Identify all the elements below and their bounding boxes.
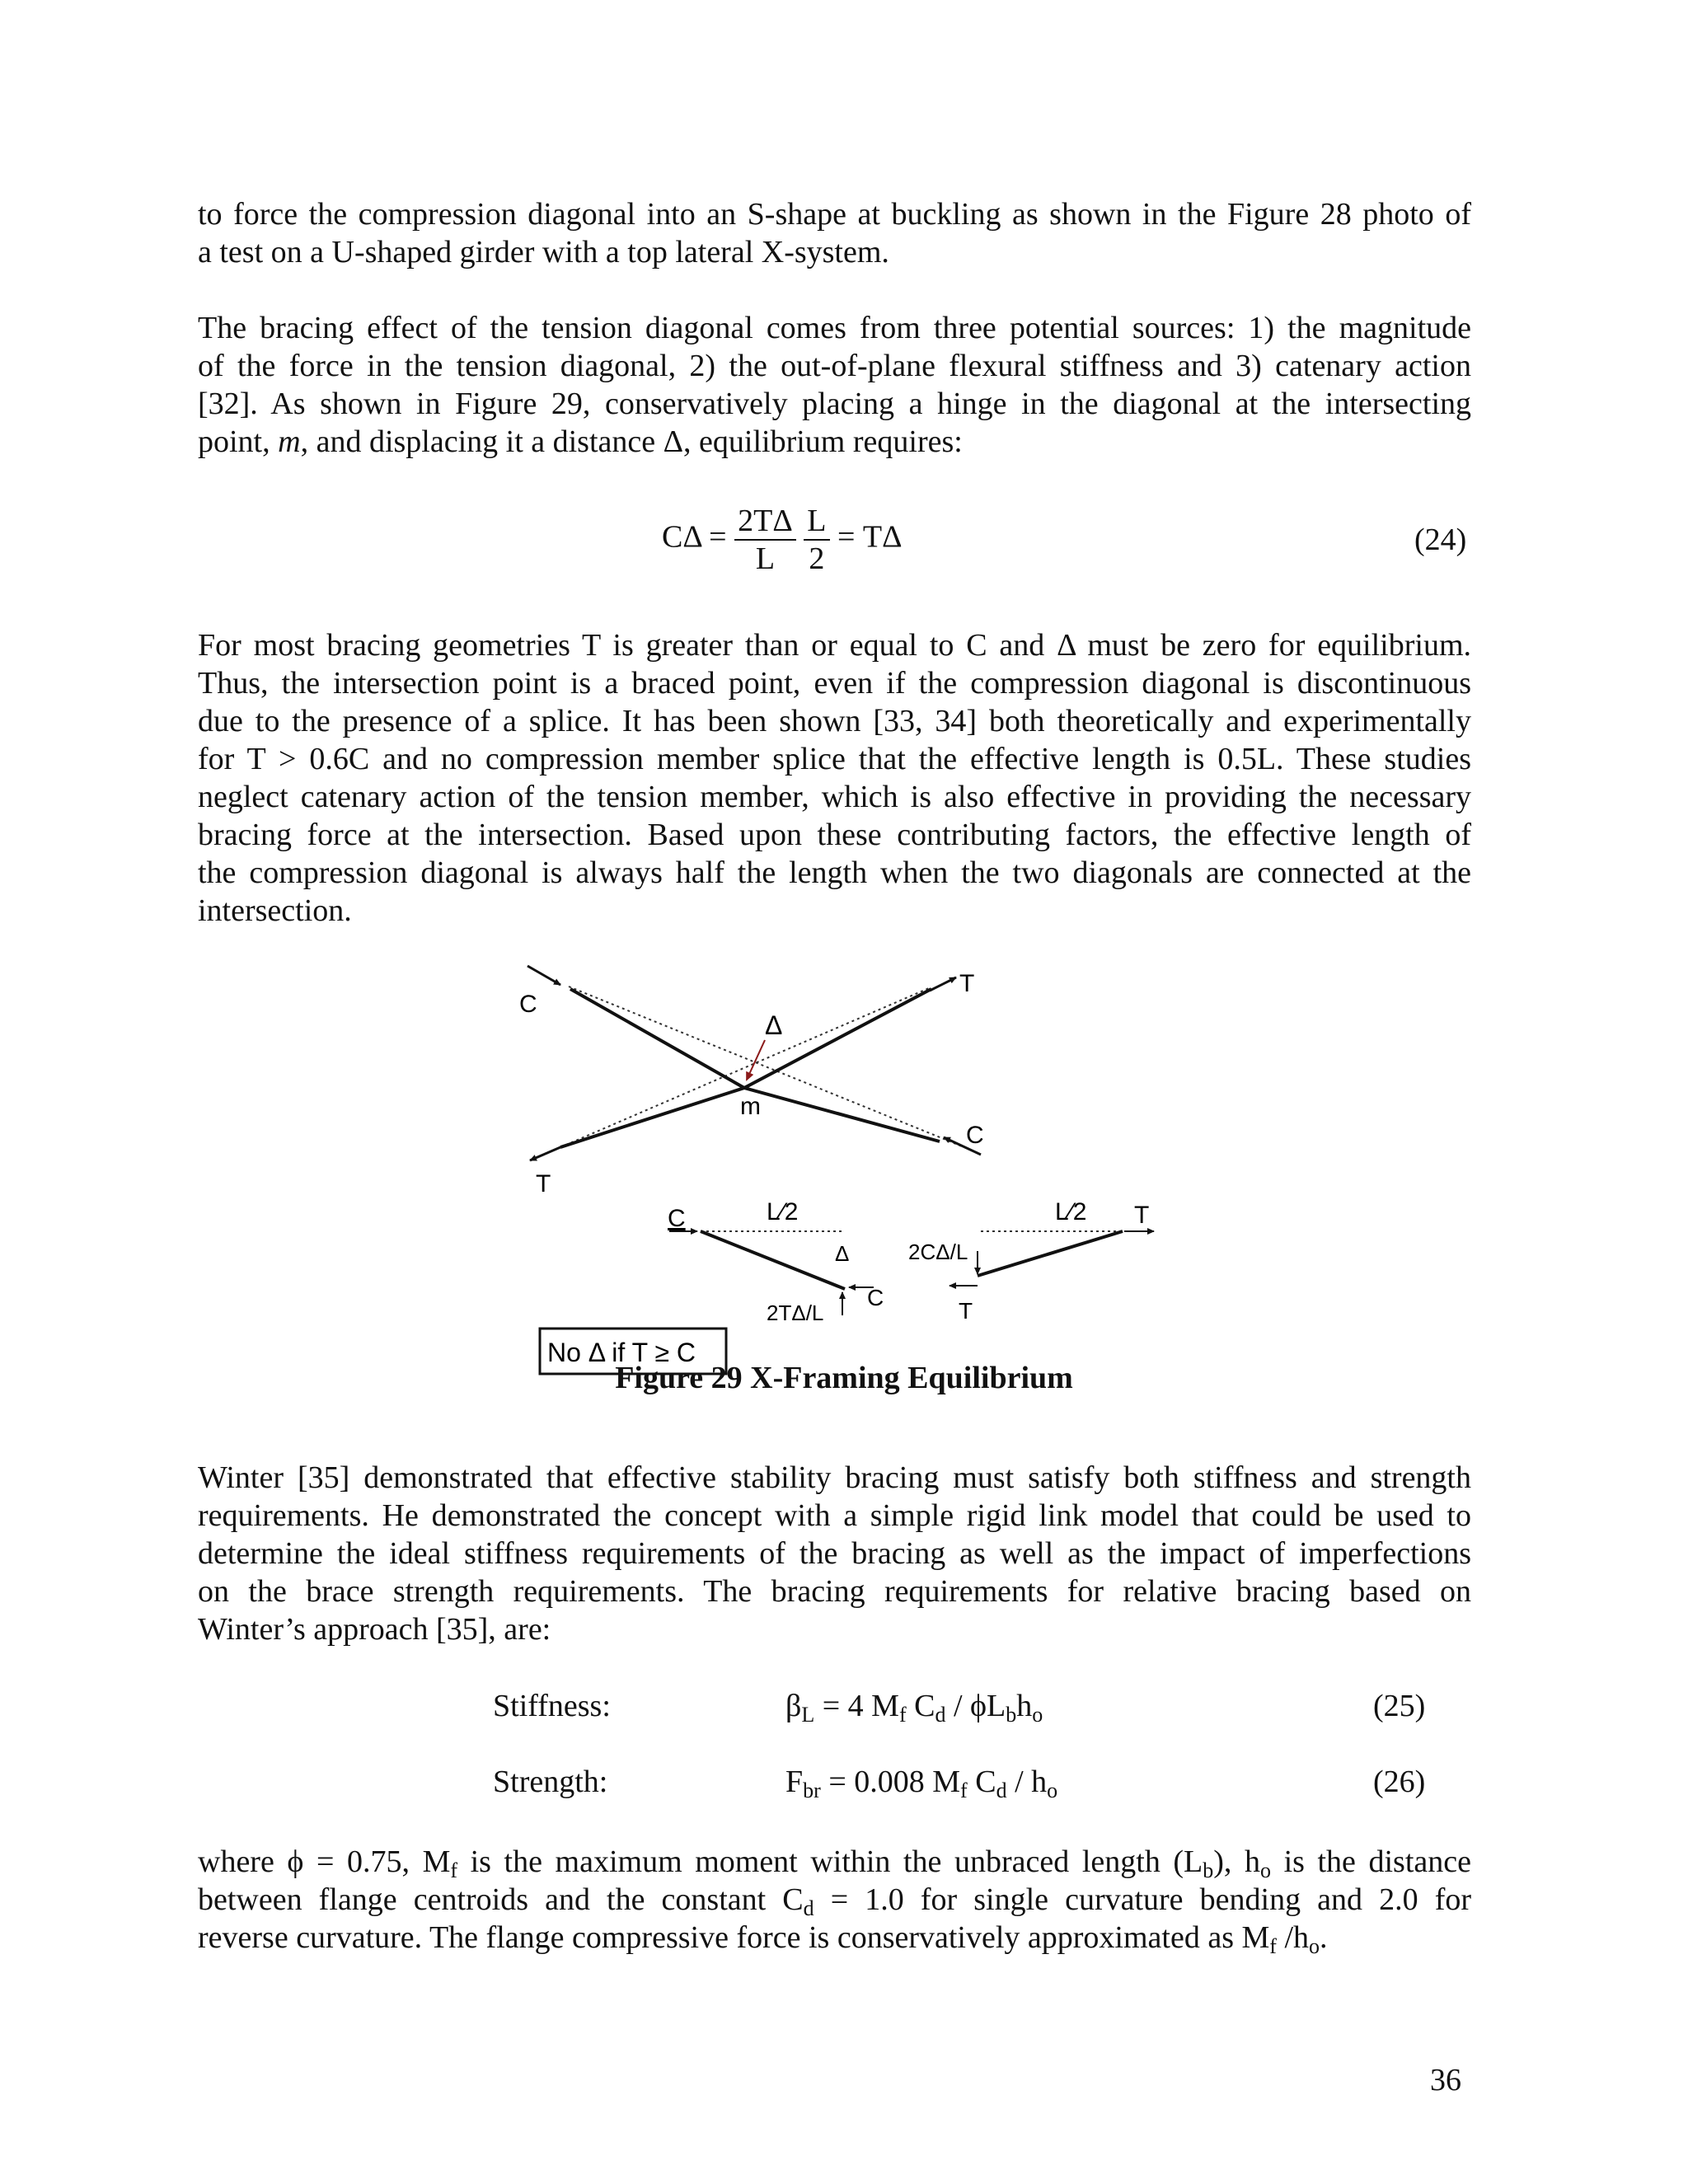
fbd-right-label-t2: T [959,1298,973,1324]
paragraph-5 [198,1843,1471,1957]
text-fragment: ), h [1213,1844,1260,1879]
text-line: neglect catenary action of the tension member, which is also effective in providing the necessary [198,780,1471,814]
eq-subscript: br [803,1779,821,1802]
text-line: [32]. As shown in Figure 29, conservatively placing a hinge in the diagonal at the intersecting [198,387,1471,421]
text-line: the compression diagonal is always half the length when the two diagonals are connected at the [198,855,1471,890]
fbd-left-label-force: 2TΔ/L [767,1301,824,1325]
force-arrow-t-top [930,977,956,991]
eq-term: / h [1006,1765,1048,1799]
force-arrow-t-left [530,1147,560,1160]
text-line: to force the compression diagonal into an S-shape at buckling as shown in the Figure 28 photo of [198,197,1471,232]
text-line [198,1881,1471,1919]
subscript: b [1203,1858,1214,1882]
equation-26-label: Strength: [493,1765,608,1799]
text-line [198,1919,1471,1957]
note-text: No Δ if T ≥ C [547,1338,696,1367]
figure-caption: Figure 29 X-Framing Equilibrium [615,1361,1073,1395]
equation-25-label: Stiffness: [493,1689,611,1723]
fbd-left-member [701,1231,845,1289]
eq-term: C [967,1765,996,1799]
text-line: determine the ideal stiffness requirements of the bracing as well as the impact of imperfections [198,1536,1471,1571]
eq-term: F [785,1765,804,1799]
fbd-right-label-half: L⁄2 [1055,1198,1087,1226]
text-fragment: . [1320,1920,1328,1955]
label-t-left: T [536,1170,551,1197]
text-line [198,1843,1471,1881]
text-line: Thus, the intersection point is a braced point, even if the compression diagonal is discontinuous [198,666,1471,701]
eq-subscript: f [960,1779,968,1802]
eq-subscript: o [1032,1703,1043,1727]
label-c-right: C [966,1122,984,1149]
subscript: o [1260,1858,1271,1882]
fbd-right-member [978,1231,1123,1276]
fbd-right-label-t: T [1134,1202,1150,1229]
eq-term: / ϕL [945,1689,1006,1723]
fraction-denominator: 2 [809,541,825,576]
text-line: requirements. He demonstrated the concept with a simple rigid link model that could be used to [198,1498,1471,1533]
equation-number-26: (26) [1373,1765,1426,1799]
paragraph-4 [198,1459,1471,1648]
variable-m: m [278,424,301,459]
text-line: The bracing effect of the tension diagonal comes from three potential sources: 1) the magnitude [198,311,1471,345]
eq-term: h [1016,1689,1033,1723]
text-line: for T > 0.6C and no compression member splice that the effective length is 0.5L. These studies [198,742,1471,776]
eq-subscript: f [898,1703,907,1727]
text-line: of the force in the tension diagonal, 2) the out-of-plane flexural stiffness and 3) catenary action [198,349,1471,383]
equation-number-24: (24) [1414,523,1467,557]
eq-subscript: b [1006,1703,1017,1727]
text-fragment: is the maximum moment within the unbraced length (L [457,1844,1203,1879]
text-line: Winter’s approach [35], are: [198,1612,551,1647]
label-delta: Δ [765,1010,783,1040]
eq-subscript: d [935,1703,946,1727]
subscript: d [803,1896,814,1920]
eq-term: β [785,1689,802,1723]
page-number: 36 [1430,2063,1461,2097]
text-line: due to the presence of a splice. It has been shown [33, 34] both theoretically and experimentally [198,704,1471,738]
text-line: For most bracing geometries T is greater than or equal to C and Δ must be zero for equilibrium. [198,628,1471,663]
subscript: f [450,1858,458,1882]
text-fragment: where ϕ = 0.75, M [198,1844,451,1879]
fbd-left-label-c2: C [867,1285,884,1310]
fraction-denominator: L [755,541,776,576]
eq-term: = 4 M [814,1689,899,1723]
eq-term: C [906,1689,935,1723]
eq24-lhs: CΔ = [662,519,727,555]
fbd-right-label-force: 2CΔ/L [908,1240,968,1264]
text-fragment: between flange centroids and the constant C [198,1882,804,1917]
equation-number-25: (25) [1373,1689,1426,1723]
eq-subscript: o [1047,1779,1058,1802]
eq-term: = 0.008 M [820,1765,961,1799]
label-m: m [740,1093,761,1120]
text-line: a test on a U-shaped girder with a top lateral X-system. [198,235,889,269]
fbd-left-label-half: L⁄2 [767,1198,799,1226]
subscript: f [1269,1934,1277,1958]
label-t-top: T [959,970,975,997]
eq-subscript: d [996,1779,1007,1802]
text-fragment: point, [198,424,279,459]
text-line: Winter [35] demonstrated that effective stability bracing must satisfy both stiffness and strength [198,1460,1471,1495]
text-fragment: reverse curvature. The flange compressive force is conservatively approximated as M [198,1920,1270,1955]
equation-25 [785,1688,1043,1727]
eq24-rhs: = TΔ [837,519,903,555]
fbd-left-label-c: C [668,1205,686,1232]
fraction-numerator: L [804,503,829,541]
equation-26 [785,1764,1057,1800]
text-line: bracing force at the intersection. Based upon these contributing factors, the effective length of [198,818,1471,852]
text-line: on the brace strength requirements. The bracing requirements for relative bracing based on [198,1574,1471,1609]
text-line: intersection. [198,893,352,928]
text-fragment: = 1.0 for single curvature bending and 2.0 for [814,1882,1472,1917]
fraction-numerator: 2TΔ [734,503,796,541]
fbd-left-label-delta: Δ [835,1241,850,1266]
eq-subscript: L [801,1703,815,1727]
label-c-top: C [519,991,537,1018]
text-fragment: , and displacing it a distance Δ, equilibrium requires: [300,424,963,459]
text-fragment: is the distance [1271,1844,1471,1879]
text-fragment: /h [1276,1920,1310,1955]
subscript: o [1309,1934,1320,1958]
force-arrow-c-top [528,966,560,985]
